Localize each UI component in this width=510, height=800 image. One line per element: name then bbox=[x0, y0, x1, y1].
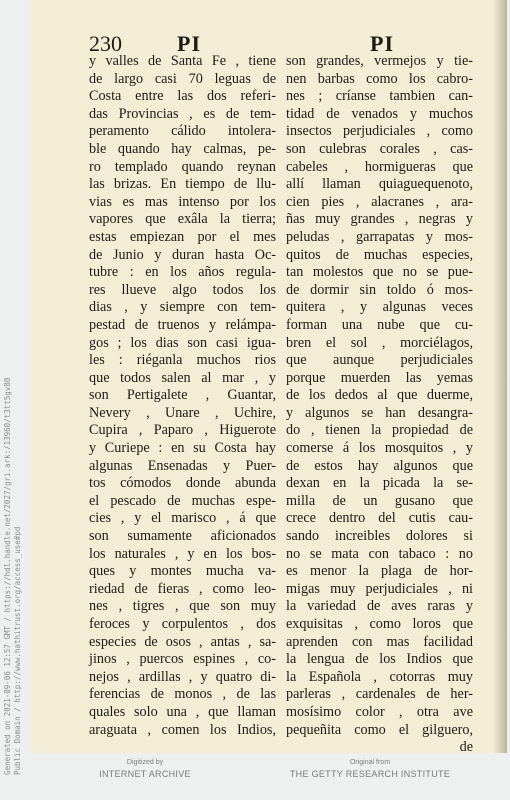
text-line: quales solo una , que llaman bbox=[89, 703, 276, 720]
text-line: y algunos se han desangra- bbox=[286, 404, 473, 421]
text-line: pequeñita como el gilguero, bbox=[286, 721, 473, 738]
text-line: y valles de Santa Fe , tiene bbox=[89, 53, 276, 69]
text-line: porque muerden las yemas bbox=[286, 369, 473, 386]
text-line: araguata , comen los Indios, bbox=[89, 721, 276, 738]
generated-notice: Generated on 2021-09-06 12:57 GMT / https://hdl.handle.net/2027/gri.ark:/13960/t3tt5gv80 bbox=[3, 377, 12, 775]
text-line: das Provincias , es de tem- bbox=[89, 105, 276, 122]
hathitrust-stamp bbox=[0, 335, 30, 775]
text-line: algunas Ensenadas y Puer- bbox=[89, 457, 276, 474]
text-line: cien pies , alacranes , ara- bbox=[286, 193, 473, 210]
text-line: dexan en la picada la se- bbox=[286, 475, 473, 492]
text-line: Nevery , Unare , Uchire, bbox=[89, 404, 276, 421]
text-line: cies , y el marisco , á que bbox=[89, 510, 276, 527]
text-line: de largo casi 70 leguas de bbox=[89, 70, 276, 87]
text-line: bren el sol , morciélagos, bbox=[286, 334, 473, 351]
text-line: peludas , garrapatas y mos- bbox=[286, 228, 473, 245]
text-line: les : riéganla muchos rios bbox=[89, 352, 276, 369]
text-line: no se mata con tabaco : no bbox=[286, 545, 473, 562]
original-from-block bbox=[270, 758, 470, 781]
getty-institute-label: THE GETTY RESEARCH INSTITUTE bbox=[289, 769, 451, 779]
text-line: son grandes, vermejos y tie- bbox=[286, 53, 473, 69]
text-column-right bbox=[286, 53, 473, 753]
text-line: las brizas. En tiempo de llu- bbox=[89, 176, 276, 193]
text-line: allí llaman quiaguequenoto, bbox=[286, 176, 473, 193]
text-line: nes ; críanse tambien can- bbox=[286, 88, 473, 105]
text-line: tidad de venados y muchos bbox=[286, 105, 473, 122]
text-line: nejos , ardillas , y quatro di- bbox=[89, 668, 276, 685]
internet-archive-label: INTERNET ARCHIVE bbox=[99, 769, 191, 779]
text-line: la Española , cotorras muy bbox=[286, 668, 473, 685]
header-left: PI bbox=[177, 31, 201, 56]
text-line: nen barbas como los cabro- bbox=[286, 70, 473, 87]
text-line: crece dentro del cutis cau- bbox=[286, 510, 473, 527]
text-column-left bbox=[89, 53, 276, 739]
text-line: comerse á los mosquitos , y bbox=[286, 440, 473, 457]
text-line: migas muy perjudiciales , ni bbox=[286, 580, 473, 597]
digitized-by-block bbox=[45, 758, 245, 781]
text-line: vias es mas intenso por los bbox=[89, 193, 276, 210]
text-line: ro templado quando reynan bbox=[89, 158, 276, 175]
text-line: forman una nube que cu- bbox=[286, 316, 473, 333]
text-line: de estos hay algunos que bbox=[286, 457, 473, 474]
text-line: y Curiepe : en su Costa hay bbox=[89, 440, 276, 457]
text-line: los naturales , y en los bos- bbox=[89, 545, 276, 562]
header-right: PI bbox=[370, 31, 394, 56]
text-line: dias , y siempre con tem- bbox=[89, 299, 276, 316]
text-line: especies de osos , antas , sa- bbox=[89, 633, 276, 650]
text-line: Cupira , Paparo , Higuerote bbox=[89, 422, 276, 439]
text-line: quitos de muchas especies, bbox=[286, 246, 473, 263]
text-line: tan molestos que no se pue- bbox=[286, 264, 473, 281]
text-line: riedad de fieras , como leo- bbox=[89, 580, 276, 597]
text-line: estas empiezan por el mes bbox=[89, 228, 276, 245]
text-line: cabeles , hormigueras que bbox=[286, 158, 473, 175]
text-line: parleras , cardenales de her- bbox=[286, 686, 473, 703]
text-line: peramento cálido intolera- bbox=[89, 123, 276, 140]
text-line: el pescado de muchas espe- bbox=[89, 492, 276, 509]
text-line: jinos , puercos espines , co- bbox=[89, 651, 276, 668]
book-page bbox=[31, 0, 507, 753]
text-line: exquisitas , como loros que bbox=[286, 616, 473, 632]
text-line: la variedad de aves raras y bbox=[286, 598, 473, 615]
text-line: pestad de truenos y relámpa- bbox=[89, 316, 276, 333]
text-line: es menor la plaga de hor- bbox=[286, 563, 473, 580]
text-line: que todos salen al mar , y bbox=[89, 369, 276, 386]
text-line: do , tienen la propiedad de bbox=[286, 422, 473, 439]
text-line: tubre : en los años regula- bbox=[89, 264, 276, 281]
text-line: tos cómodos donde abunda bbox=[89, 475, 276, 492]
text-line: son culebras corales , cas- bbox=[286, 140, 473, 157]
text-line: de bbox=[459, 739, 473, 753]
text-line: la lengua de los Indios que bbox=[286, 651, 473, 668]
text-line: gos ; los dias son casi igua- bbox=[89, 334, 276, 351]
text-line: vapores que exâla la tierra; bbox=[89, 211, 276, 228]
text-line: insectos perjudiciales , como bbox=[286, 123, 473, 140]
text-line: de Junio y duran hasta Oc- bbox=[89, 246, 276, 263]
text-line: son Pertigalete , Guantar, bbox=[89, 387, 276, 404]
text-line: Costa entre las dos referi- bbox=[89, 88, 276, 105]
text-line: ñas muy grandes , negras y bbox=[286, 211, 473, 228]
page-number: 230 bbox=[89, 31, 122, 56]
text-line: milla de un gusano que bbox=[286, 492, 473, 509]
footer bbox=[0, 758, 510, 800]
text-line: res llueve algo todos los bbox=[89, 281, 276, 298]
text-line: quitera , y algunas veces bbox=[286, 299, 473, 316]
public-domain-notice: Public Domain / http://www.hathitrust.org/access_use#pd bbox=[13, 526, 22, 775]
text-line: que aunque perjudiciales bbox=[286, 352, 473, 369]
text-line: feroces y corpulentos , dos bbox=[89, 616, 276, 632]
text-line: ble quando hay calmas, pe- bbox=[89, 140, 276, 157]
text-line: son sumamente aficionados bbox=[89, 528, 276, 545]
text-line: mosísimo color , otra ave bbox=[286, 703, 473, 720]
original-from-label: Original from bbox=[349, 759, 391, 766]
text-line: nes , tigres , que son muy bbox=[89, 598, 276, 615]
text-line: de los dedos al que duerme, bbox=[286, 387, 473, 404]
text-line: sando increibles dolores si bbox=[286, 528, 473, 545]
digitized-by-label: Digitized by bbox=[126, 759, 164, 766]
text-line: de dormir sin toldo ó mos- bbox=[286, 281, 473, 298]
text-line: aprenden con mas facilidad bbox=[286, 633, 473, 650]
text-line: ques y montes mucha va- bbox=[89, 563, 276, 580]
text-line: ferencias de monos , de las bbox=[89, 686, 276, 703]
